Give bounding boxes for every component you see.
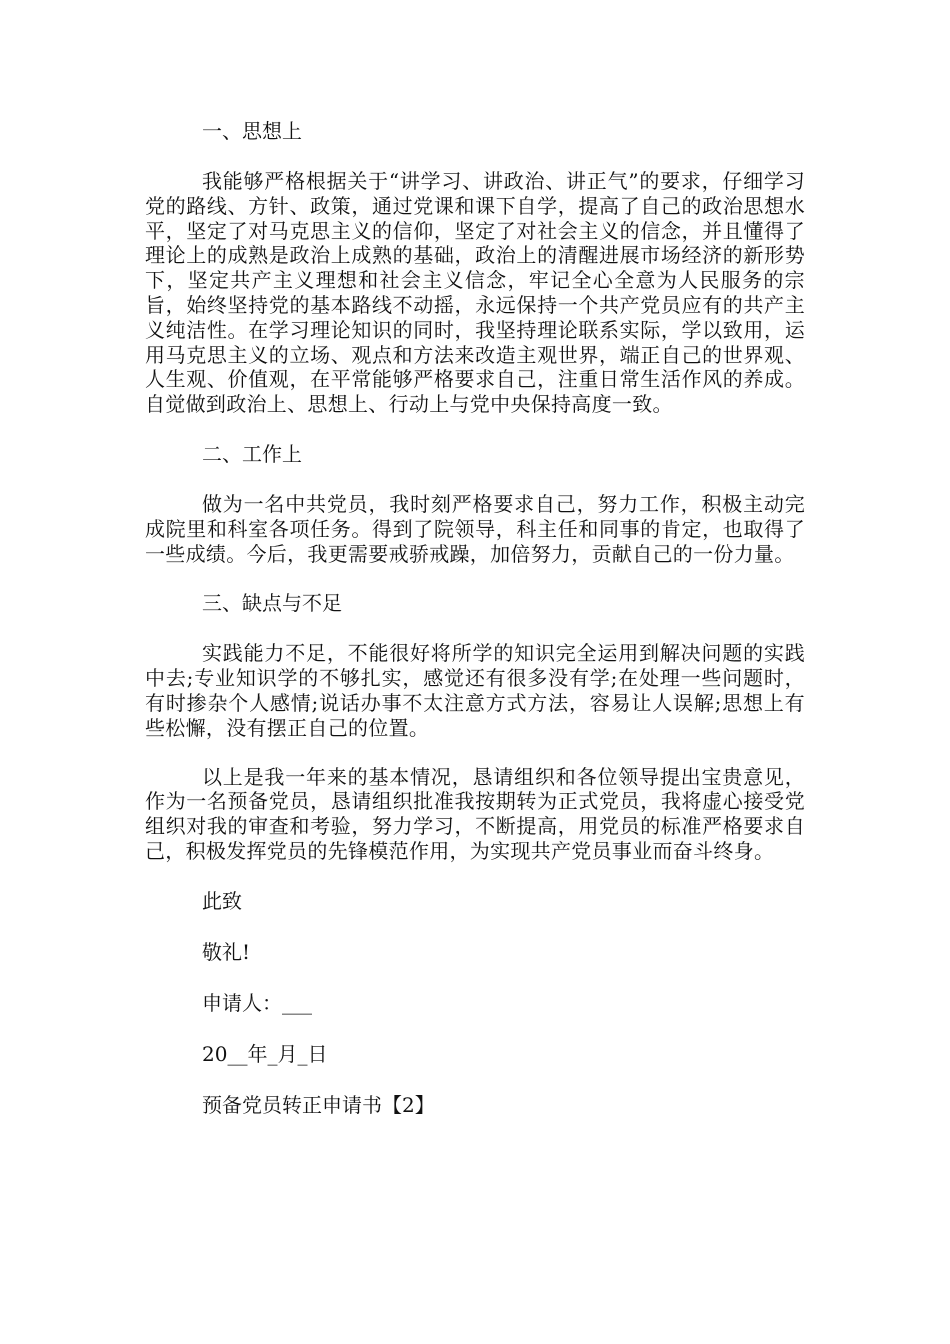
applicant-signature: 申请人：___ — [202, 990, 312, 1015]
spacer — [145, 966, 805, 990]
spacer — [145, 566, 805, 590]
next-document-title: 预备党员转正申请书【2】 — [202, 1092, 435, 1117]
section-heading-shortcomings: 三、缺点与不足 — [202, 591, 342, 616]
spacer — [145, 468, 805, 492]
spacer — [145, 1068, 805, 1092]
section-heading-work: 二、工作上 — [202, 441, 302, 466]
spacer — [145, 617, 805, 641]
spacer — [145, 145, 805, 169]
section-paragraph-work: 做为一名中共党员，我时刻严格要求自己，努力工作，积极主动完成院里和科室各项任务。得到了院领导，科主任和同事的肯定，也取得了一些成绩。今后，我更需要戒骄戒躁，加倍努力，贡献自己的一份力量。 — [145, 491, 805, 566]
closing-paragraph: 以上是我一年来的基本情况，恳请组织和各位领导提出宝贵意见，作为一名预备党员，恳请组织批准我按期转为正式党员，我将虚心接受党组织对我的审查和考验，努力学习，不断提高，用党员的标准严格要求自己，积极发挥党员的先锋模范作用，为实现共产党员事业而奋斗终身。 — [145, 764, 805, 863]
spacer — [145, 1017, 805, 1041]
date-line: 20__年_月_日 — [202, 1041, 328, 1066]
spacer — [145, 915, 805, 939]
spacer — [145, 417, 805, 441]
section-heading-thought: 一、思想上 — [202, 119, 302, 143]
salutation: 此致 — [202, 888, 242, 913]
spacer — [145, 864, 805, 888]
section-paragraph-thought: 我能够严格根据关于“讲学习、讲政治、讲正气”的要求，仔细学习党的路线、方针、政策，通过党课和课下自学，提高了自己的政治思想水平，坚定了对马克思主义的信仰，坚定了对社会主义的信念，并且懂得了理论上的成熟是政治上成熟的基础，政治上的清醒进展市场经济的新形势下，坚定共产主义理想和社会主义信念，牢记全心全意为人民服务的宗旨，始终坚持党的基本路线不动摇，永远保持一个共产党员应有的共产主义纯洁性。在学习理论知识的同时，我坚持理论联系实际，学以致用，运用马克思主义的立场、观点和方法来改造主观世界，端正自己的世界观、人生观、价值观，在平常能够严格要求自己，注重日常生活作风的养成。自觉做到政治上、思想上、行动上与党中央保持高度一致。 — [145, 169, 805, 417]
document-page — [145, 118, 805, 1119]
regards: 敬礼! — [202, 939, 251, 964]
spacer — [145, 741, 805, 765]
section-paragraph-shortcomings: 实践能力不足，不能很好将所学的知识完全运用到解决问题的实践中去;专业知识学的不够扎实，感觉还有很多没有学;在处理一些问题时，有时掺杂个人感情;说话办事不太注意方式方法，容易让人误解;思想上有些松懈，没有摆正自己的位置。 — [145, 641, 805, 740]
